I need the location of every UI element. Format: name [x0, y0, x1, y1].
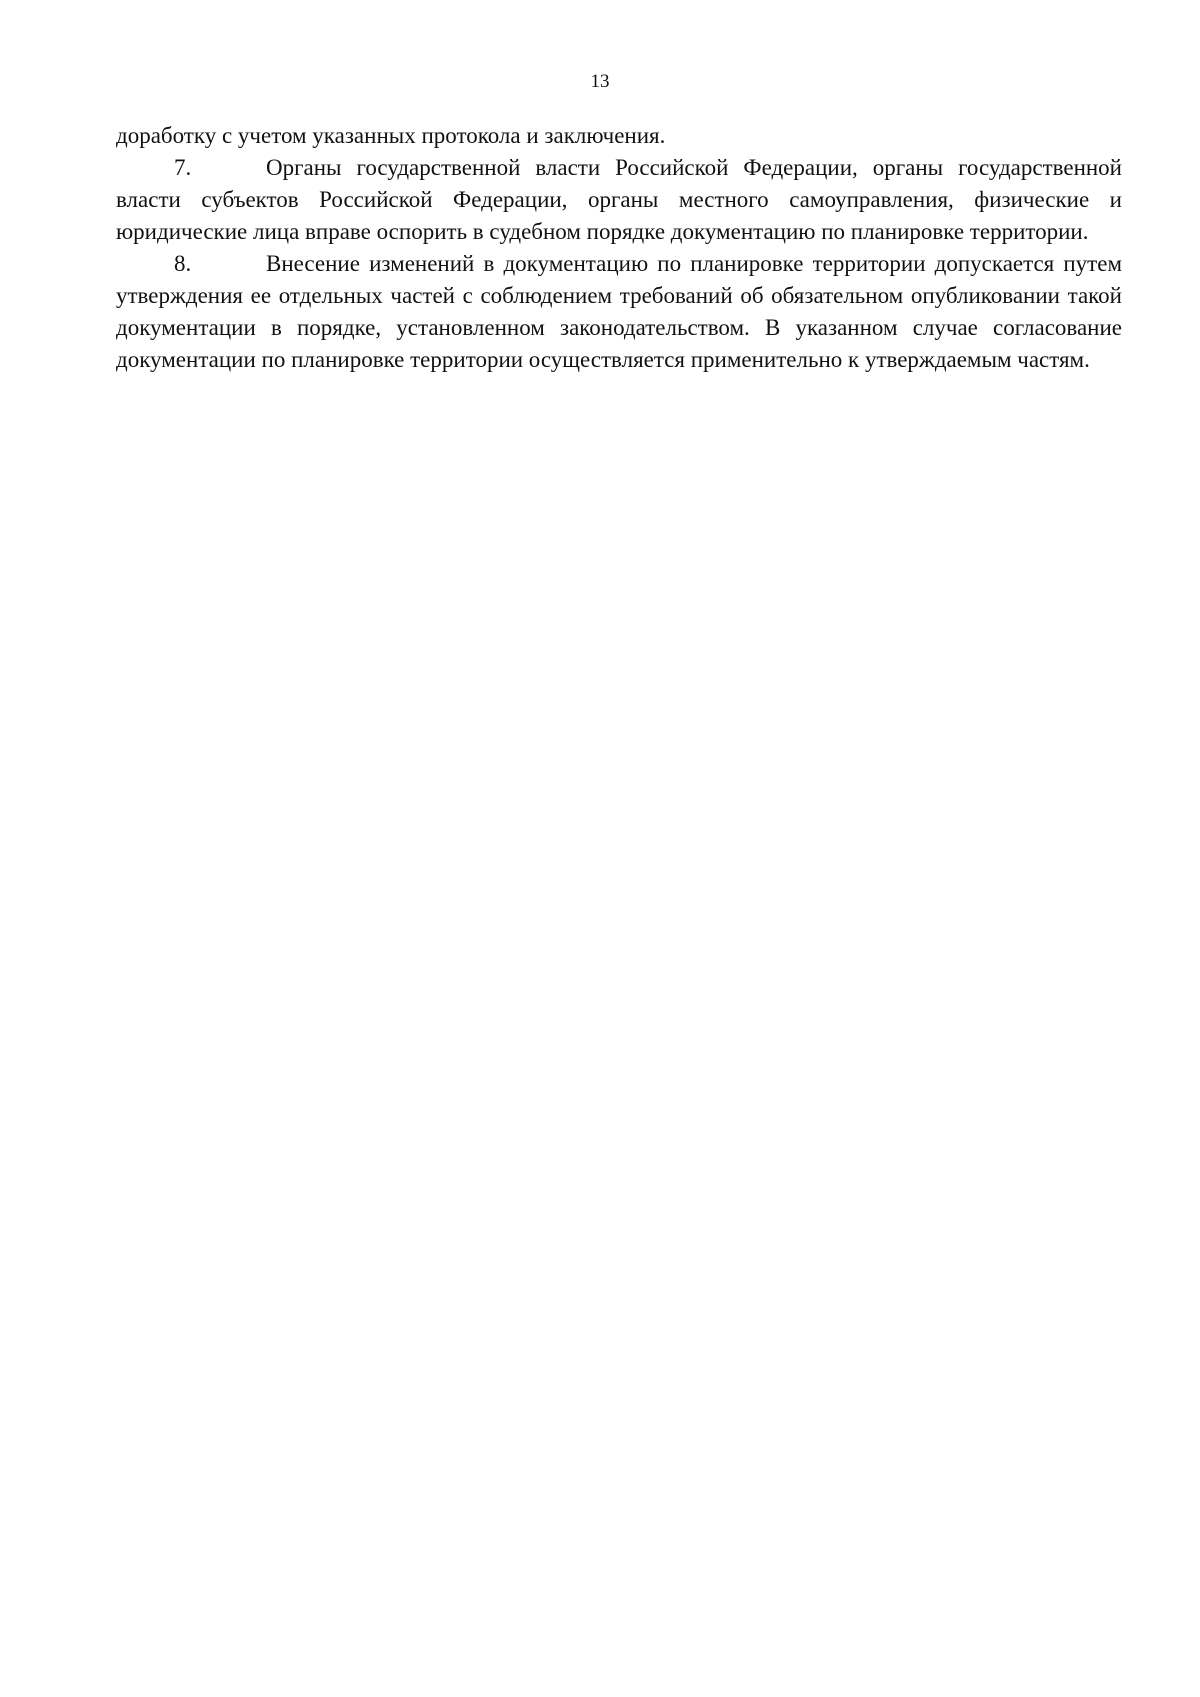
- paragraph-continuation: доработку с учетом указанных протокола и заключения.: [116, 123, 666, 148]
- item-number-8: 8.: [174, 251, 192, 276]
- paragraph-item-8: [116, 248, 1122, 376]
- item-number-7: 7.: [174, 155, 192, 180]
- document-body: [116, 120, 1122, 376]
- item-text-8: Внесение изменений в документацию по планировке территории допускается путем утверждения ее отдельных частей с соблюдением требований об обязательном опубликовании такой документации в порядке, установленном законодательством. В указанном случае согласование документации по планировке территории осуществляется применительно к утверждаемым частям.: [116, 251, 1122, 372]
- page-number: 13: [590, 71, 610, 92]
- item-text-7: Органы государственной власти Российской Федерации, органы государственной власти субъектов Российской Федерации, органы местного самоуправления, физические и юридические лица вправе оспорить в судебном порядке документацию по планировке территории.: [116, 155, 1122, 244]
- paragraph-item-7: [116, 152, 1122, 248]
